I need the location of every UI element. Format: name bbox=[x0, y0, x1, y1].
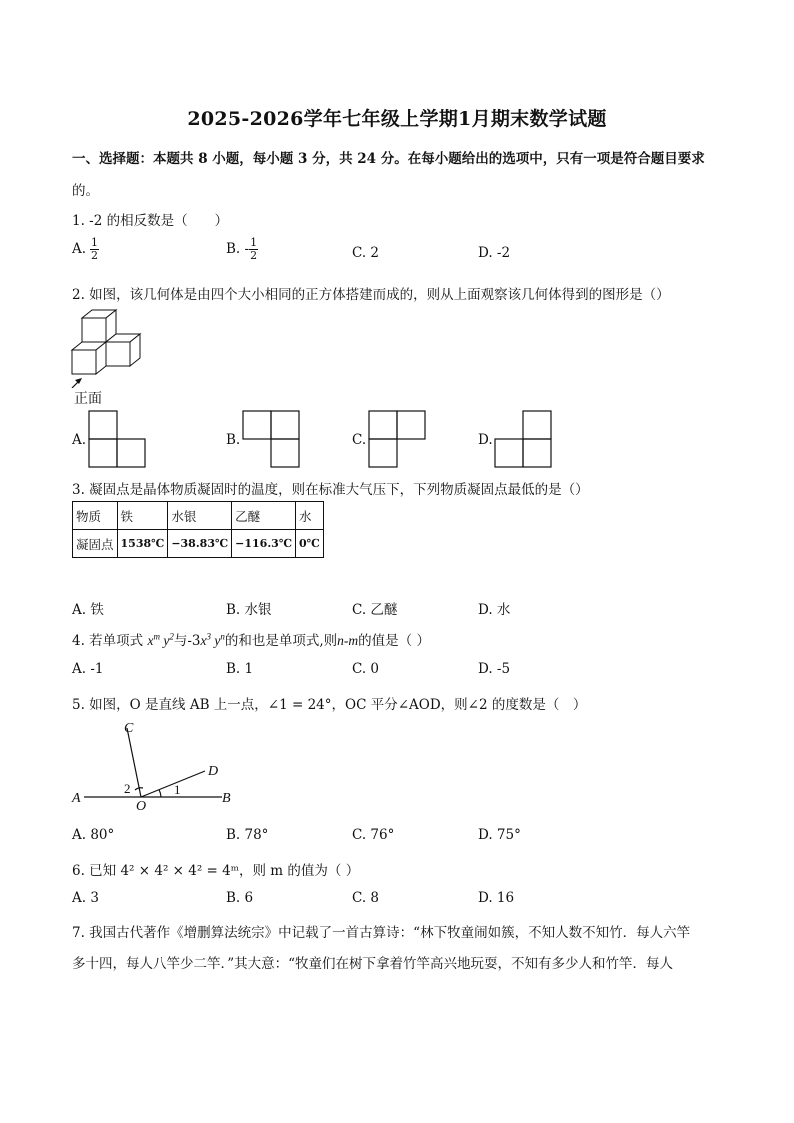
q3-option-a: A. 铁 bbox=[72, 602, 104, 618]
q1-option-d: D. -2 bbox=[478, 245, 511, 261]
q2-option-c-label: C. bbox=[352, 432, 367, 448]
q2-option-b-label: B. bbox=[226, 432, 241, 448]
q4-stem-mid: 与-3 bbox=[173, 633, 201, 649]
q2-option-c-figure bbox=[368, 410, 428, 468]
table-row bbox=[73, 530, 324, 558]
table-cell: 1538℃ bbox=[117, 530, 168, 558]
q4-stem-suffix: 的和也是单项式,则 bbox=[224, 633, 338, 649]
q1-option-b bbox=[226, 237, 258, 262]
q1-a-denominator: 2 bbox=[91, 249, 99, 262]
q1-a-prefix: A. bbox=[72, 241, 87, 257]
table-cell: 铁 bbox=[117, 502, 168, 530]
q1-stem: 1. -2 的相反数是（ ） bbox=[72, 213, 229, 229]
label-b: B bbox=[222, 791, 231, 806]
q4-stem bbox=[72, 629, 430, 649]
q1-option-a bbox=[72, 237, 99, 262]
table-cell: −38.83℃ bbox=[168, 530, 232, 558]
q4-option-a: A. -1 bbox=[72, 661, 104, 677]
section-heading: 一、选择题：本题共 8 小题，每小题 3 分，共 24 分。在每小题给出的选项中，只有一项是符合题目要求 bbox=[72, 151, 705, 167]
table-cell: 乙醚 bbox=[232, 502, 296, 530]
freezing-point-table bbox=[72, 501, 324, 558]
q3-option-b: B. 水银 bbox=[226, 602, 272, 618]
q6-stem: 6. 已知 4² × 4² × 4² = 4ᵐ，则 m 的值为（ ） bbox=[72, 863, 360, 879]
table-cell: 0℃ bbox=[296, 530, 324, 558]
table-cell: −116.3℃ bbox=[232, 530, 296, 558]
q4-stem-end: 的值是（ ） bbox=[358, 633, 430, 649]
section-heading-cont: 的。 bbox=[72, 183, 99, 199]
q6-option-d: D. 16 bbox=[478, 890, 515, 906]
q2-option-d-label: D. bbox=[478, 432, 493, 448]
exam-title: 2025-2026学年七年级上学期1月期末数学试题 bbox=[187, 108, 607, 130]
q6-option-b: B. 6 bbox=[226, 890, 254, 906]
label-c: C bbox=[124, 721, 134, 736]
q3-option-d: D. 水 bbox=[478, 602, 511, 618]
q4-option-d: D. -5 bbox=[478, 661, 511, 677]
q4-monomial-2: $x^3$ $y^n$ bbox=[200, 631, 225, 648]
label-d: D bbox=[208, 764, 219, 779]
angle-figure bbox=[66, 714, 246, 818]
q2-option-d-figure bbox=[494, 410, 554, 468]
q7-stem-line1: 7. 我国古代著作《增删算法统宗》中记载了一首古算诗：“林下牧童闹如簇，不知人数不知竹．每人六竿 bbox=[72, 925, 691, 941]
table-cell: 凝固点 bbox=[73, 530, 118, 558]
q1-b-denominator: 2 bbox=[250, 249, 258, 262]
cube-solid-figure bbox=[66, 306, 156, 388]
q5-option-d: D. 75° bbox=[478, 827, 521, 843]
label-a: A bbox=[72, 791, 81, 806]
q3-stem: 3. 凝固点是晶体物质凝固时的温度，则在标准大气压下，下列物质凝固点最低的是（） bbox=[72, 482, 589, 498]
q4-expression: n-m bbox=[337, 633, 359, 648]
q2-stem: 2. 如图，该几何体是由四个大小相同的正方体搭建而成的，则从上面观察该几何体得到的图形是（） bbox=[72, 287, 670, 303]
table-cell: 水 bbox=[296, 502, 324, 530]
q1-b-prefix: B. - bbox=[226, 241, 250, 257]
q1-b-fraction bbox=[249, 237, 258, 262]
table-cell: 物质 bbox=[73, 502, 118, 530]
q3-option-c: C. 乙醚 bbox=[352, 602, 398, 618]
angle-2-label: 2 bbox=[124, 781, 131, 796]
q5-option-c: C. 76° bbox=[352, 827, 395, 843]
q4-stem-prefix: 4. 若单项式 bbox=[72, 633, 144, 649]
q1-a-numerator: 1 bbox=[91, 236, 99, 249]
table-cell: 水银 bbox=[168, 502, 232, 530]
table-header-row bbox=[73, 502, 324, 530]
q1-a-fraction bbox=[90, 237, 99, 262]
q4-monomial-1: $x^m$ $y^2$ bbox=[147, 631, 174, 648]
q1-b-numerator: 1 bbox=[250, 236, 258, 249]
q5-option-b: B. 78° bbox=[226, 827, 269, 843]
q7-stem-line2: 多十四，每人八竿少二竿．”其大意：“牧童们在树下拿着竹竿高兴地玩耍，不知有多少人和竹竿．每人 bbox=[72, 956, 674, 972]
q5-option-a: A. 80° bbox=[72, 827, 115, 843]
label-o: O bbox=[136, 799, 147, 814]
angle-1-label: 1 bbox=[174, 782, 181, 797]
q5-stem: 5. 如图，O 是直线 AB 上一点，∠1 = 24°，OC 平分∠AOD，则∠2 的度数是（ ） bbox=[72, 697, 587, 713]
q1-option-c: C. 2 bbox=[352, 245, 380, 261]
q4-option-c: C. 0 bbox=[352, 661, 380, 677]
q6-option-a: A. 3 bbox=[72, 890, 99, 906]
q6-option-c: C. 8 bbox=[352, 890, 380, 906]
q4-option-b: B. 1 bbox=[226, 661, 254, 677]
q2-option-a-label: A. bbox=[72, 432, 87, 448]
front-view-label: 正面 bbox=[74, 391, 102, 407]
q2-option-a-figure bbox=[88, 410, 148, 468]
q2-option-b-figure bbox=[242, 410, 302, 468]
